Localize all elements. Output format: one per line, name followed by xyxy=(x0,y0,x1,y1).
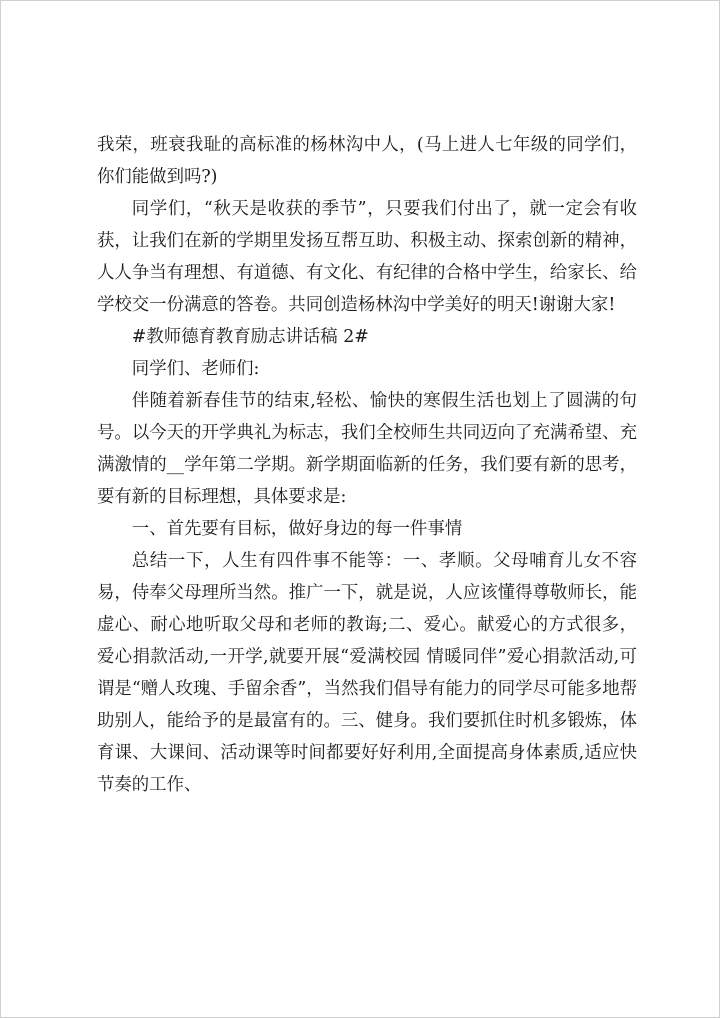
paragraph: 我荣，班衰我耻的高标准的杨林沟中人，(马上进人七年级的同学们，你们能做到吗?) xyxy=(97,135,637,187)
paragraph: 伴随着新春佳节的结束,轻松、愉快的寒假生活也划上了圆满的句号。以今天的开学典礼为标志，我们全校师生共同迈向了充满希望、充满激情的__学年第二学期。新学期面临新的任务，我们要有新的思考，要有新的目标理想，具体要求是: xyxy=(97,391,637,507)
paragraph: 总结一下，人生有四件事不能等：一、孝顺。父母哺育儿女不容易，侍奉父母理所当然。推广一下，就是说，人应该懂得尊敬师长，能虚心、耐心地听取父母和老师的教诲;二、爱心。献爱心的方式很多，爱心捐款活动,一开学,就要开展“爱满校园 情暖同伴”爱心捐款活动,可谓是“赠人玫瑰、手留余香”，当然我们倡导有能力的同学尽可能多地帮助别人，能给予的是最富有的。三、健身。我们要抓住时机多锻炼，体育课、大课间、活动课等时间都要好好利用,全面提高身体素质,适应快节奏的工作、 xyxy=(97,551,637,795)
paragraph: 同学们，“秋天是收获的季节”，只要我们付出了，就一定会有收获，让我们在新的学期里发扬互帮互助、积极主动、探索创新的精神，人人争当有理想、有道德、有文化、有纪律的合格中学生，给家长、给学校交一份满意的答卷。共同创造杨林沟中学美好的明天!谢谢大家! xyxy=(97,199,637,315)
subheading: 一、首先要有目标，做好身边的每一件事情 xyxy=(131,519,463,539)
section-heading: #教师德育教育励志讲话稿 2# xyxy=(131,327,369,347)
salutation: 同学们、老师们: xyxy=(131,359,260,379)
document-body xyxy=(97,129,637,801)
